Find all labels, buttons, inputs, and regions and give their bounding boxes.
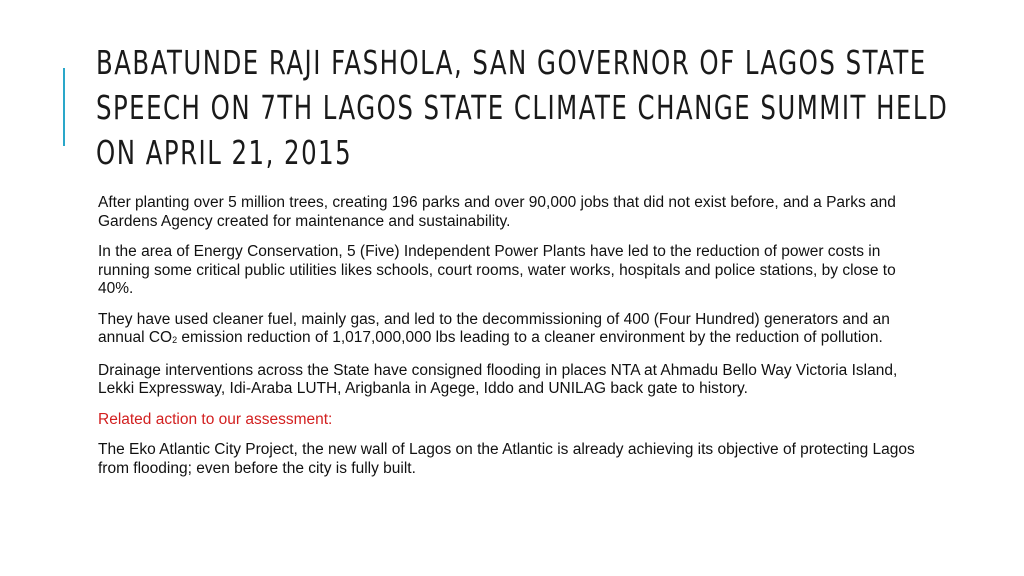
paragraph-cleaner-fuel bbox=[98, 311, 918, 350]
related-action-heading: Related action to our assessment: bbox=[98, 410, 333, 428]
cleaner-fuel-text-end: emission reduction of 1,017,000,000 lbs leading to a cleaner environment by the reduction of pollution. bbox=[177, 329, 883, 346]
slide-title: BABATUNDE RAJI FASHOLA, SAN GOVERNOR OF LAGOS STATE SPEECH ON 7TH LAGOS STATE CLIMATE CHANGE SUMMIT HELD ON APRIL 21, 2015 bbox=[96, 43, 949, 172]
title-accent-bar bbox=[63, 68, 65, 146]
paragraph-drainage: Drainage interventions across the State have consigned flooding in places NTA at Ahmadu Bello Way Victoria Island, Lekki Expressway, Idi-Araba LUTH, Arigbanla in Agege, Iddo and UNILAG back gate to history. bbox=[98, 361, 898, 397]
slide-body bbox=[98, 194, 918, 490]
co2-subscript: 2 bbox=[172, 335, 178, 345]
paragraph-energy-conservation: In the area of Energy Conservation, 5 (Five) Independent Power Plants have led to the reduction of power costs in running some critical public utilities likes schools, court rooms, water works, hospitals and police stations, by close to 40%. bbox=[98, 243, 896, 297]
paragraph-eko-atlantic: The Eko Atlantic City Project, the new wall of Lagos on the Atlantic is already achieving its objective of protecting Lagos from flooding; even before the city is fully built. bbox=[98, 441, 915, 477]
paragraph-trees-parks: After planting over 5 million trees, creating 196 parks and over 90,000 jobs that did not exist before, and a Parks and Gardens Agency created for maintenance and sustainability. bbox=[98, 194, 896, 230]
cleaner-fuel-text-start: They have used cleaner fuel, mainly gas, and led to the decommissioning of 400 (Four Hundred) generators and an annual CO bbox=[98, 310, 890, 346]
